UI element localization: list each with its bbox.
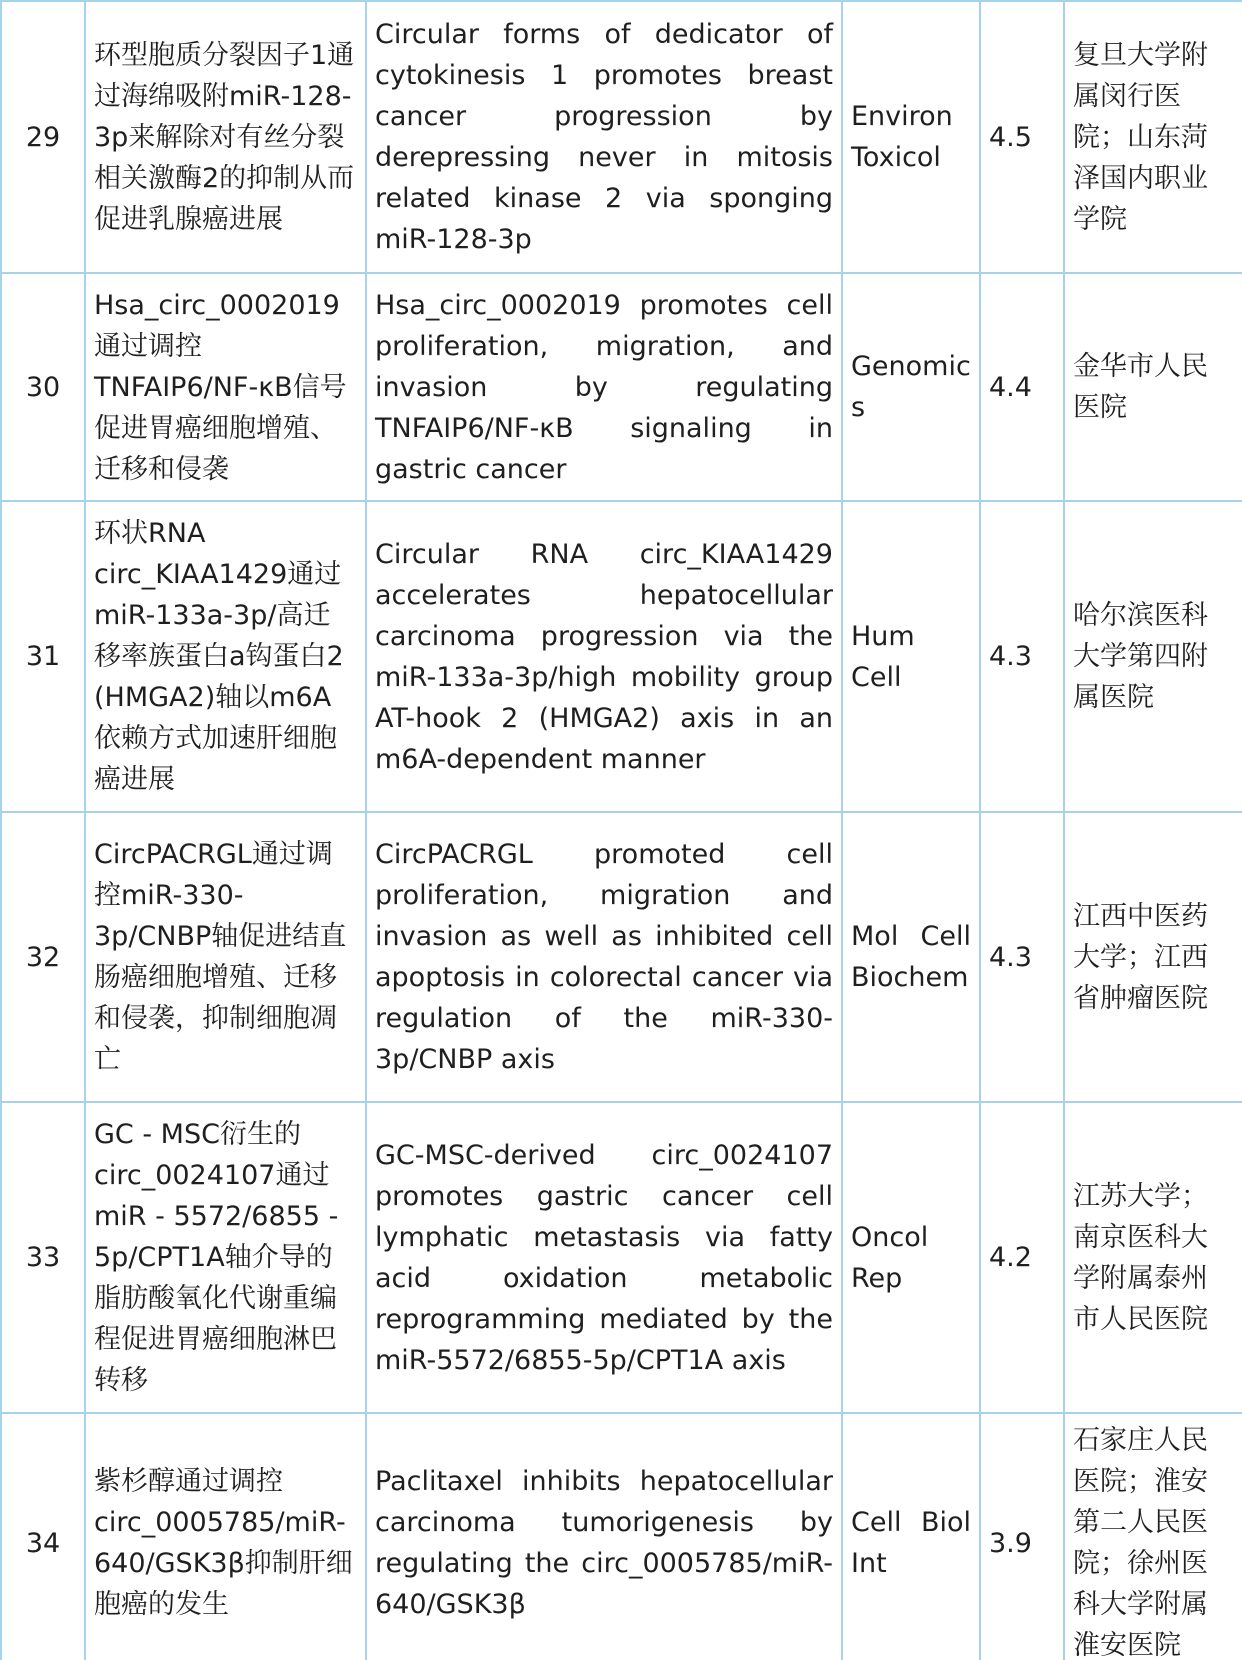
institution: 江苏大学；南京医科大学附属泰州市人民医院: [1064, 1102, 1242, 1413]
journal: Oncol Rep: [842, 1102, 980, 1413]
institution: 江西中医药大学；江西省肿瘤医院: [1064, 812, 1242, 1102]
chinese-title: Hsa_circ_0002019通过调控TNFAIP6/NF-κB信号促进胃癌细胞增殖、迁移和侵袭: [85, 273, 366, 501]
table-row: [1, 812, 1242, 1102]
journal: Genomics: [842, 273, 980, 501]
journal: Environ Toxicol: [842, 1, 980, 273]
row-number: 33: [1, 1102, 85, 1413]
journal: Cell Biol Int: [842, 1413, 980, 1660]
institution: 金华市人民医院: [1064, 273, 1242, 501]
table-row: [1, 1102, 1242, 1413]
table-row: [1, 273, 1242, 501]
impact-factor: 4.3: [980, 501, 1064, 812]
impact-factor: 4.5: [980, 1, 1064, 273]
row-number: 32: [1, 812, 85, 1102]
chinese-title: 环型胞质分裂因子1通过海绵吸附miR-128-3p来解除对有丝分裂相关激酶2的抑制从而促进乳腺癌进展: [85, 1, 366, 273]
english-title: CircPACRGL promoted cell proliferation, migration and invasion as well as inhibited cell apoptosis in colorectal cancer via regulation of the miR-330-3p/CNBP axis: [366, 812, 842, 1102]
impact-factor: 4.3: [980, 812, 1064, 1102]
journal: Mol Cell Biochem: [842, 812, 980, 1102]
institution: 复旦大学附属闵行医院；山东菏泽国内职业学院: [1064, 1, 1242, 273]
english-title: Paclitaxel inhibits hepatocellular carcinoma tumorigenesis by regulating the circ_0005785/miR-640/GSK3β: [366, 1413, 842, 1660]
chinese-title: 环状RNA circ_KIAA1429通过miR-133a-3p/高迁移率族蛋白a钩蛋白2 (HMGA2)轴以m6A依赖方式加速肝细胞癌进展: [85, 501, 366, 812]
chinese-title: 紫杉醇通过调控circ_0005785/miR-640/GSK3β抑制肝细胞癌的发生: [85, 1413, 366, 1660]
impact-factor: 4.2: [980, 1102, 1064, 1413]
row-number: 31: [1, 501, 85, 812]
table-row: [1, 1413, 1242, 1660]
english-title: Circular RNA circ_KIAA1429 accelerates hepatocellular carcinoma progression via the miR-133a-3p/high mobility group AT-hook 2 (HMGA2) axis in an m6A-dependent manner: [366, 501, 842, 812]
institution: 石家庄人民医院；淮安第二人民医院；徐州医科大学附属淮安医院: [1064, 1413, 1242, 1660]
row-number: 34: [1, 1413, 85, 1660]
row-number: 30: [1, 273, 85, 501]
table-row: [1, 1, 1242, 273]
english-title: Hsa_circ_0002019 promotes cell proliferation, migration, and invasion by regulating TNFAIP6/NF-κB signaling in gastric cancer: [366, 273, 842, 501]
journal: Hum Cell: [842, 501, 980, 812]
chinese-title: CircPACRGL通过调控miR-330-3p/CNBP轴促进结直肠癌细胞增殖、迁移和侵袭，抑制细胞凋亡: [85, 812, 366, 1102]
english-title: GC-MSC-derived circ_0024107 promotes gastric cancer cell lymphatic metastasis via fatty acid oxidation metabolic reprogramming mediated by the miR-5572/6855-5p/CPT1A axis: [366, 1102, 842, 1413]
impact-factor: 3.9: [980, 1413, 1064, 1660]
chinese-title: GC - MSC衍生的circ_0024107通过miR - 5572/6855 - 5p/CPT1A轴介导的脂肪酸氧化代谢重编程促进胃癌细胞淋巴转移: [85, 1102, 366, 1413]
english-title: Circular forms of dedicator of cytokinesis 1 promotes breast cancer progression by derepressing never in mitosis related kinase 2 via sponging miR-128-3p: [366, 1, 842, 273]
institution: 哈尔滨医科大学第四附属医院: [1064, 501, 1242, 812]
impact-factor: 4.4: [980, 273, 1064, 501]
table-row: [1, 501, 1242, 812]
row-number: 29: [1, 1, 85, 273]
